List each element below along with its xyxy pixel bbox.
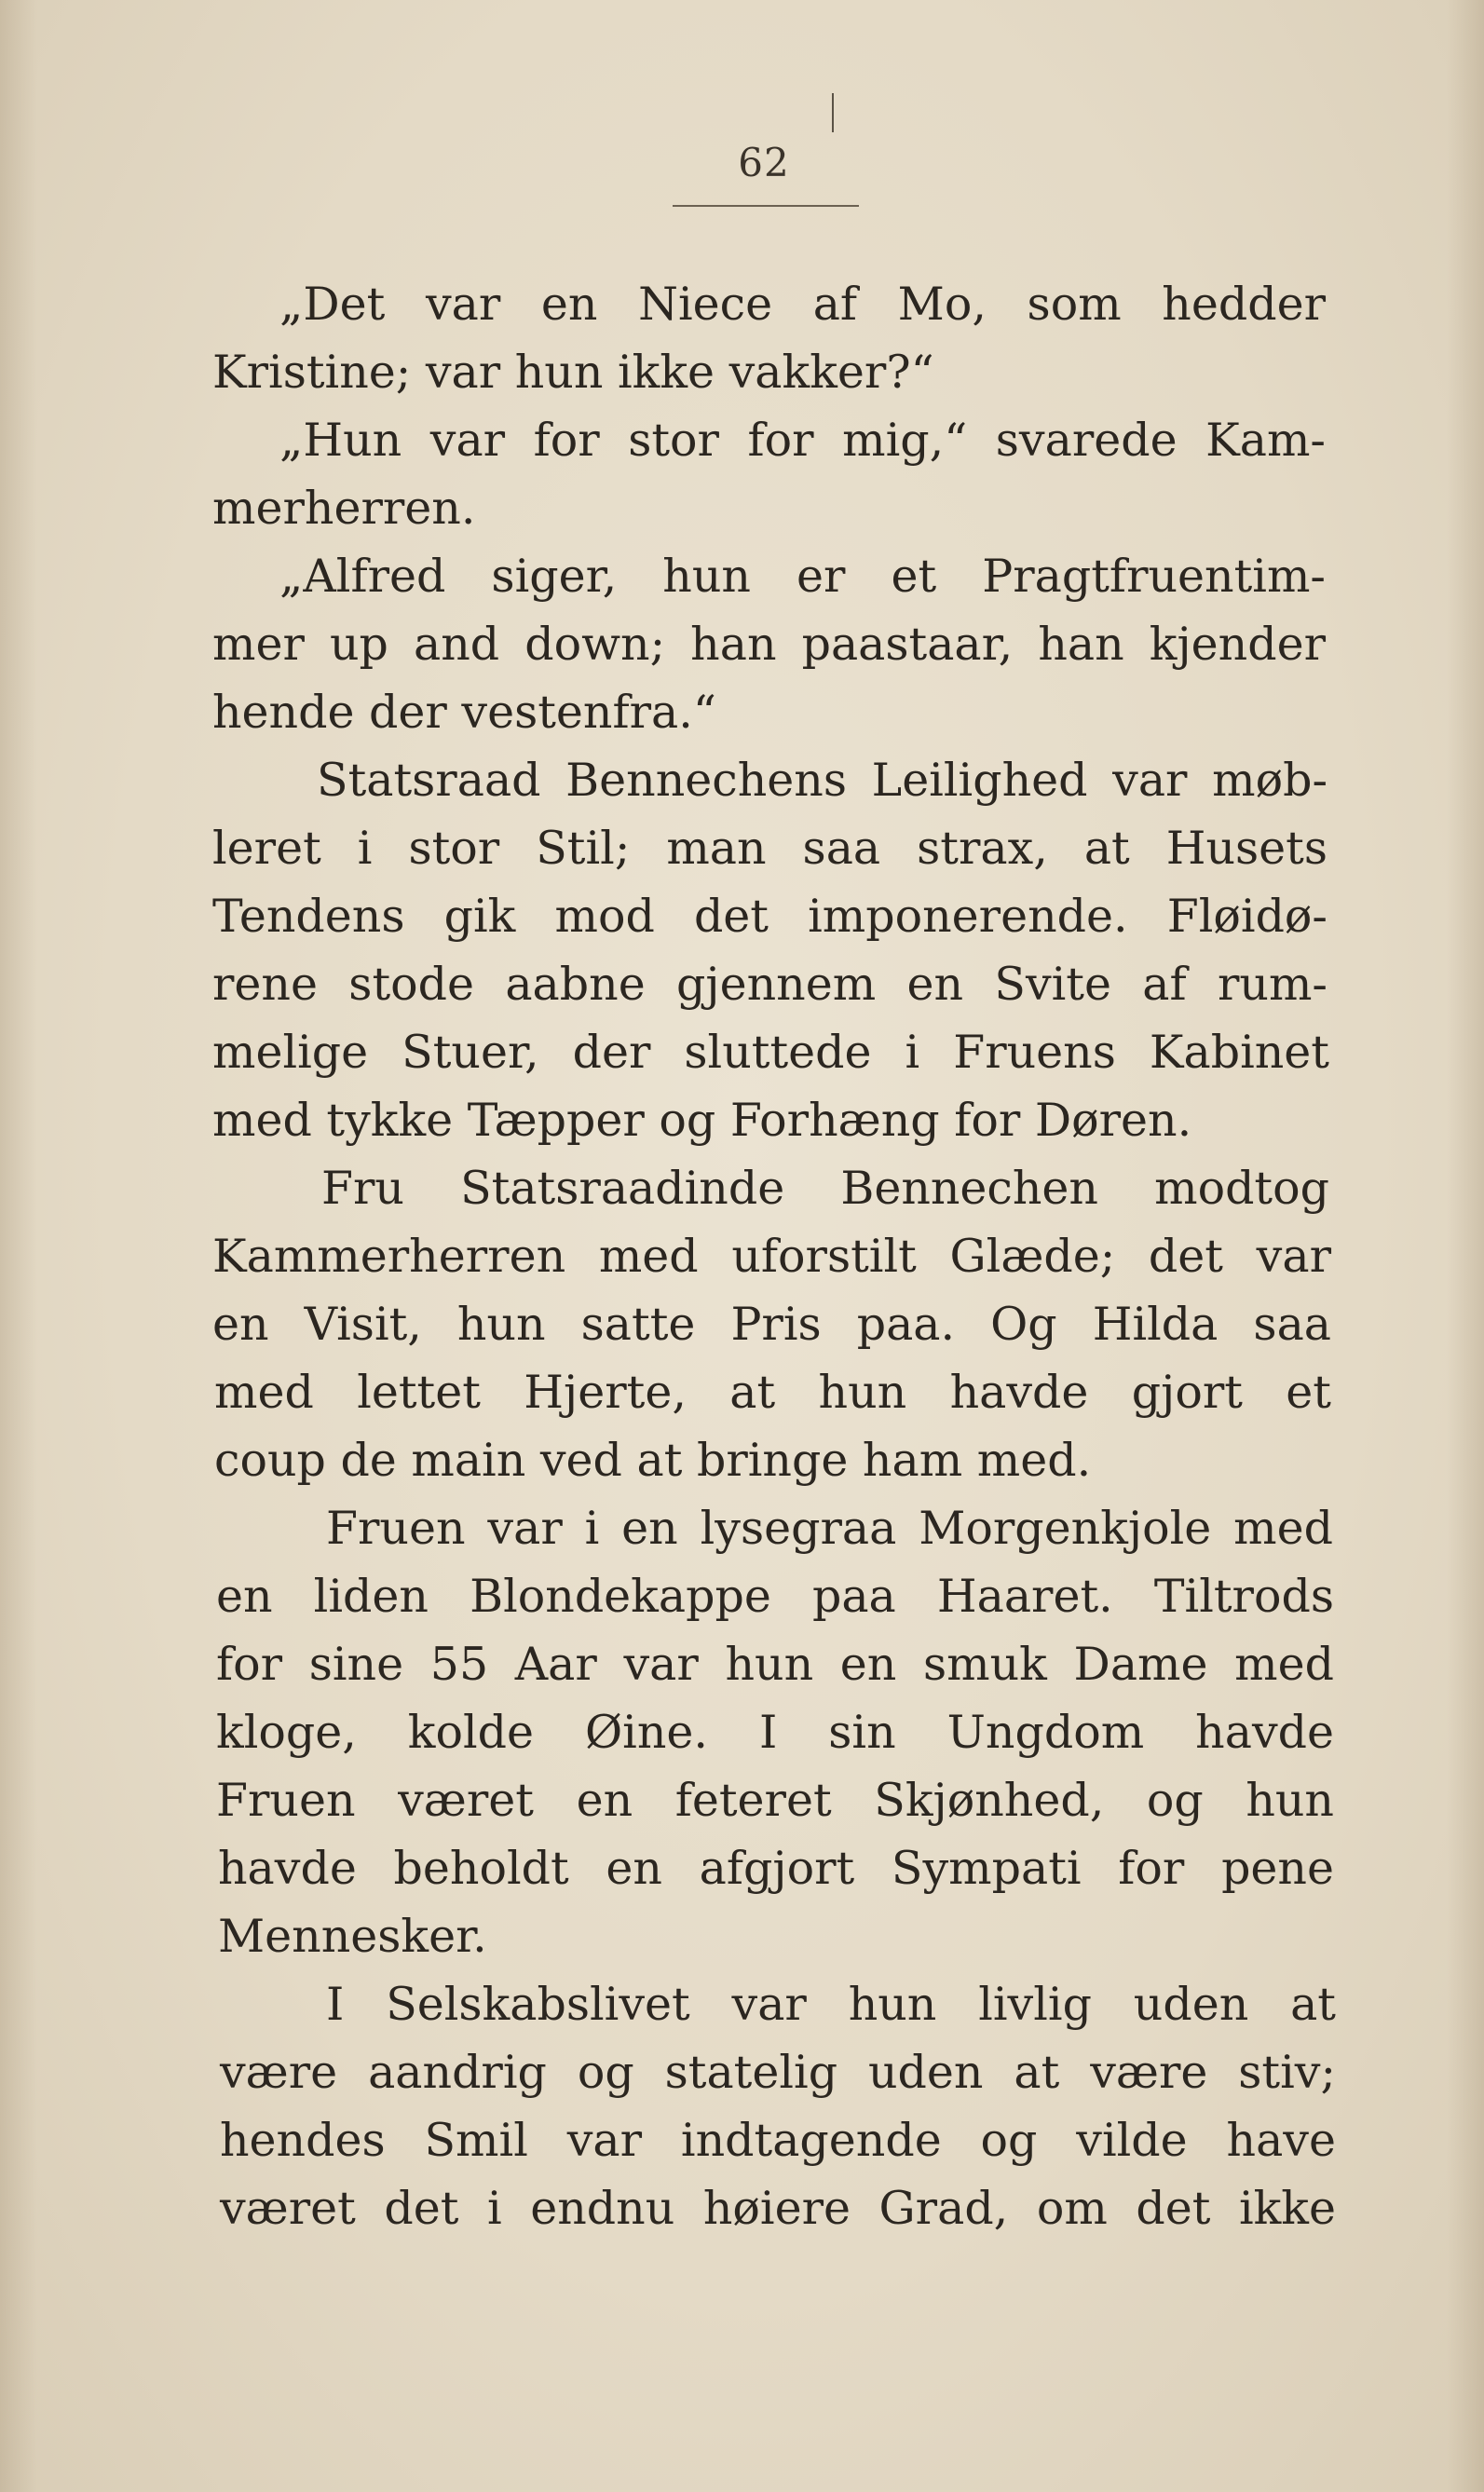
text-line: „Alfred siger, hun er et Pragtfruentim- [279, 550, 1326, 603]
page-edge-shadow-right [1447, 0, 1484, 2492]
text-line: „Det var en Niece af Mo, som hedder [279, 278, 1326, 331]
text-line: for sine 55 Aar var hun en smuk Dame med [216, 1638, 1334, 1691]
text-line: hendes Smil var indtagende og vilde have [220, 2114, 1336, 2167]
text-line: Tendens gik mod det imponerende. Fløidø- [212, 890, 1327, 943]
text-line: en liden Blondekappe paa Haaret. Tiltrods [216, 1570, 1334, 1623]
text-line: med lettet Hjerte, at hun havde gjort et [214, 1366, 1331, 1419]
page-edge-shadow-left [0, 0, 37, 2492]
text-line: merherren. [212, 482, 476, 535]
text-line: Fru Statsraadinde Bennechen modtog [321, 1162, 1329, 1215]
text-line: havde beholdt en afgjort Sympati for pene [218, 1842, 1334, 1895]
text-line: en Visit, hun satte Pris paa. Og Hilda saa [212, 1298, 1331, 1351]
text-line: være aandrig og statelig uden at være stiv; [220, 2046, 1336, 2099]
text-line: coup de main ved at bringe ham med. [214, 1434, 1092, 1487]
text-line: hende der vestenfra.“ [212, 686, 716, 739]
text-line: I Selskabslivet var hun livlig uden at [326, 1978, 1336, 2031]
text-line: „Hun var for stor for mig,“ svarede Kam- [279, 414, 1326, 467]
text-line: Fruen været en feteret Skjønhed, og hun [216, 1774, 1334, 1827]
text-line: mer up and down; han paastaar, han kjender [212, 618, 1326, 671]
text-line: Kristine; var hun ikke vakker?“ [212, 346, 934, 399]
printer-mark [832, 93, 834, 132]
text-line: melige Stuer, der sluttede i Fruens Kabinet [212, 1026, 1329, 1079]
text-line: rene stode aabne gjennem en Svite af rum- [212, 958, 1327, 1011]
text-line: været det i endnu høiere Grad, om det ikke [220, 2182, 1336, 2235]
text-line: leret i stor Stil; man saa strax, at Husets [212, 822, 1327, 875]
text-line: Mennesker. [218, 1910, 487, 1963]
text-line: Kammerherren med uforstilt Glæde; det var [212, 1230, 1331, 1283]
text-line: med tykke Tæpper og Forhæng for Døren. [212, 1094, 1192, 1147]
page-number: 62 [738, 140, 790, 185]
header-rule [673, 205, 859, 207]
text-line: kloge, kolde Øine. I sin Ungdom havde [216, 1706, 1334, 1759]
text-line: Statsraad Bennechens Leilighed var møb- [317, 754, 1327, 807]
text-line: Fruen var i en lysegraa Morgenkjole med [326, 1502, 1333, 1555]
